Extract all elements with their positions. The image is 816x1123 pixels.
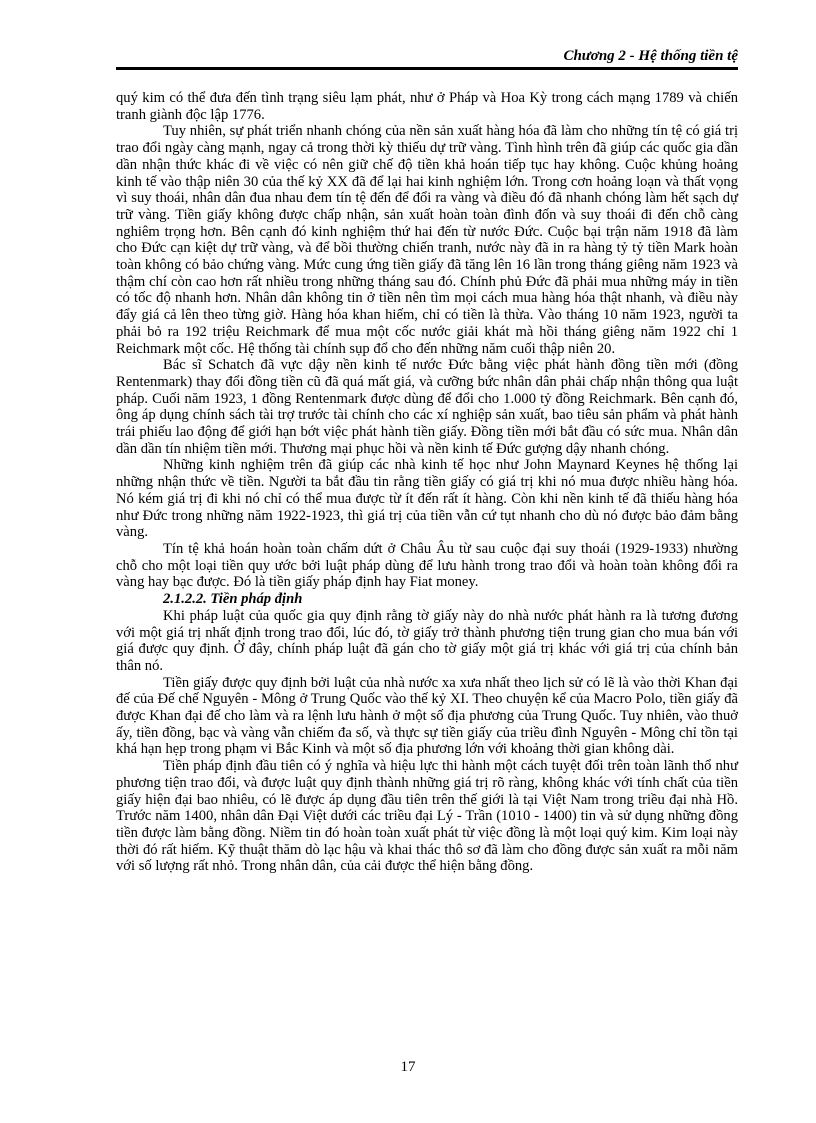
paragraph: Những kinh nghiệm trên đã giúp các nhà kinh tế học như John Maynard Keynes hệ thống lại những nhận thức về tiền. Người ta bắt đầu tin rằng tiền giấy có giá trị khi nó mua được nhiều hàng hóa. Nó kém giá trị đi khi nó chỉ có thể mua được từ ít đến rất ít hàng. Còn khi nền kinh tế đã thiếu hàng hóa như Đức trong những năm 1922-1923, thì giá trị của tiền vẫn cứ tụt nhanh cho dù nó được bảo đảm bằng vàng. — [116, 457, 738, 541]
section-heading: 2.1.2.2. Tiền pháp định — [163, 591, 303, 608]
page-header — [116, 48, 738, 70]
paragraph: Bác sĩ Schatch đã vực dậy nền kinh tế nước Đức bằng việc phát hành đồng tiền mới (đồng Rentenmark) thay đổi đồng tiền cũ đã quá mất giá, và cưỡng bức nhân dân phải chấp nhận thông qua luật pháp. Cuối năm 1923, 1 đồng Rentenmark được dùng để đổi cho 1.000 tỷ đồng Reichmark. Bên cạnh đó, ông áp dụng chính sách tài trợ trước tài chính cho các xí nghiệp sản xuất, bao tiêu sản phẩm và phát hành trái phiếu lao động để giới hạn bớt việc phát hành tiền giấy. Đồng tiền mới bắt đầu có sức mua. Nhân dân dần dần tín nhiệm tiền mới. Thương mại phục hồi và nền kinh tế Đức gượng dậy nhanh chóng. — [116, 357, 738, 457]
paragraph: quý kim có thể đưa đến tình trạng siêu lạm phát, như ở Pháp và Hoa Kỳ trong cách mạng 1789 và chiến tranh giành độc lập 1776. — [116, 90, 738, 123]
paragraph: Tiền giấy được quy định bởi luật của nhà nước xa xưa nhất theo lịch sử có lẽ là vào thời Khan đại đế của Đế chế Nguyên - Mông ở Trung Quốc vào thế kỷ XI. Theo chuyện kể của Macro Polo, tiền giấy đã được Khan đại đế cho làm và ra lệnh lưu hành ở một số địa phương của Trung Quốc. Tuy nhiên, vào thuở ấy, tiền đồng, bạc và vàng vẫn chiếm đa số, và thực sự tiền giấy của triều đình Nguyên - Mông chỉ tồn tại khá hạn hẹp trong phạm vi Bắc Kinh và một số địa phương lớn với khoảng thời gian không dài. — [116, 674, 738, 758]
page-number: 17 — [400, 1059, 416, 1075]
paragraph: Khi pháp luật của quốc gia quy định rằng tờ giấy này do nhà nước phát hành ra là tương đương với một giá trị nhất định trong trao đổi, lúc đó, tờ giấy trở thành phương tiện trung gian cho mua bán với giá được quy định. Ở đây, chính pháp luật đã gán cho tờ giấy một giá trị khác với giá trị của chính bản thân nó. — [116, 607, 738, 674]
paragraph: Tiền pháp định đầu tiên có ý nghĩa và hiệu lực thi hành một cách tuyệt đối trên toàn lãnh thổ như phương tiện trao đổi, và được luật quy định thành những giá trị rõ ràng, không khác với tính chất của tiền giấy hiện đại bao nhiêu, có lẽ được áp dụng đầu tiên trên thế giới là tại Việt Nam trong triều đại nhà Hồ. Trước năm 1400, nhân dân Đại Việt dưới các triều đại Lý - Trần (1010 - 1400) tin và sử dụng những đồng tiền được làm bằng đồng. Niềm tin đó hoàn toàn xuất phát từ việc đồng là một loại quý kim. Kim loại này thời đó rất hiếm. Kỹ thuật thăm dò lạc hậu và khai thác thô sơ đã làm cho đồng được sản xuất ra mỗi năm với số lượng rất nhỏ. Trong nhân dân, của cải được thể hiện bằng đồng. — [116, 758, 738, 875]
chapter-title: Chương 2 - Hệ thống tiền tệ — [563, 48, 738, 64]
page-body — [116, 90, 738, 875]
paragraph: Tuy nhiên, sự phát triển nhanh chóng của nền sản xuất hàng hóa đã làm cho những tín tệ có giá trị trao đổi ngày càng mạnh, ngay cả trong thời kỳ thiếu dự trữ vàng. Tình hình trên đã giúp các quốc gia dần dần nhận thức khác đi về việc có nên giữ chế độ tiền khả hoán tiếp tục hay không. Cuộc khủng hoảng kinh tế vào thập niên 30 của thế kỷ XX đã để lại hai kinh nghiệm lớn. Trong cơn hoảng loạn và thất vọng vì suy thoái, nhân dân đua nhau đem tín tệ đến để đổi ra vàng và điều đó đã nhanh chóng làm hết sạch dự trữ vàng. Tiền giấy không được chấp nhận, sản xuất hoàn toàn đình đốn và suy thoái đi đến chỗ càng nghiêm trọng hơn. Bên cạnh đó kinh nghiệm thứ hai đến từ nước Đức. Cuộc bại trận năm 1918 đã làm cho Đức cạn kiệt dự trữ vàng, và để bồi thường chiến tranh, nước này đã in ra hàng tỷ tỷ tiền Mark hoàn toàn không có bảo chứng vàng. Mức cung ứng tiền giấy đã tăng lên 16 lần trong tháng giêng năm 1923 và thậm chí còn cao hơn rất nhiều trong những tháng sau đó. Chính phủ Đức đã phải mua những máy in tiền có tốc độ nhanh hơn. Nhân dân không tin ở tiền nên tìm mọi cách mua hàng hóa thật nhanh, và điều này đẩy giá cả lên theo từng giờ. Hàng hóa khan hiếm, chỉ có tiền là thừa. Vào tháng 10 năm 1923, người ta phải bỏ ra 192 triệu Reichmark để mua một cốc nước giải khát mà hồi tháng giêng năm 1922 chỉ 1 Reichmark một cốc. Hệ thống tài chính sụp đổ cho đến những năm cuối thập niên 20. — [116, 123, 738, 357]
header-rule — [116, 67, 738, 70]
paragraph: Tín tệ khả hoán hoàn toàn chấm dứt ở Châu Âu từ sau cuộc đại suy thoái (1929-1933) nhường chỗ cho một loại tiền quy ước bởi luật pháp dùng để lưu hành trong trao đổi và hoàn toàn không đổi ra vàng hay bạc được. Đó là tiền giấy pháp định hay Fiat money. — [116, 540, 738, 591]
